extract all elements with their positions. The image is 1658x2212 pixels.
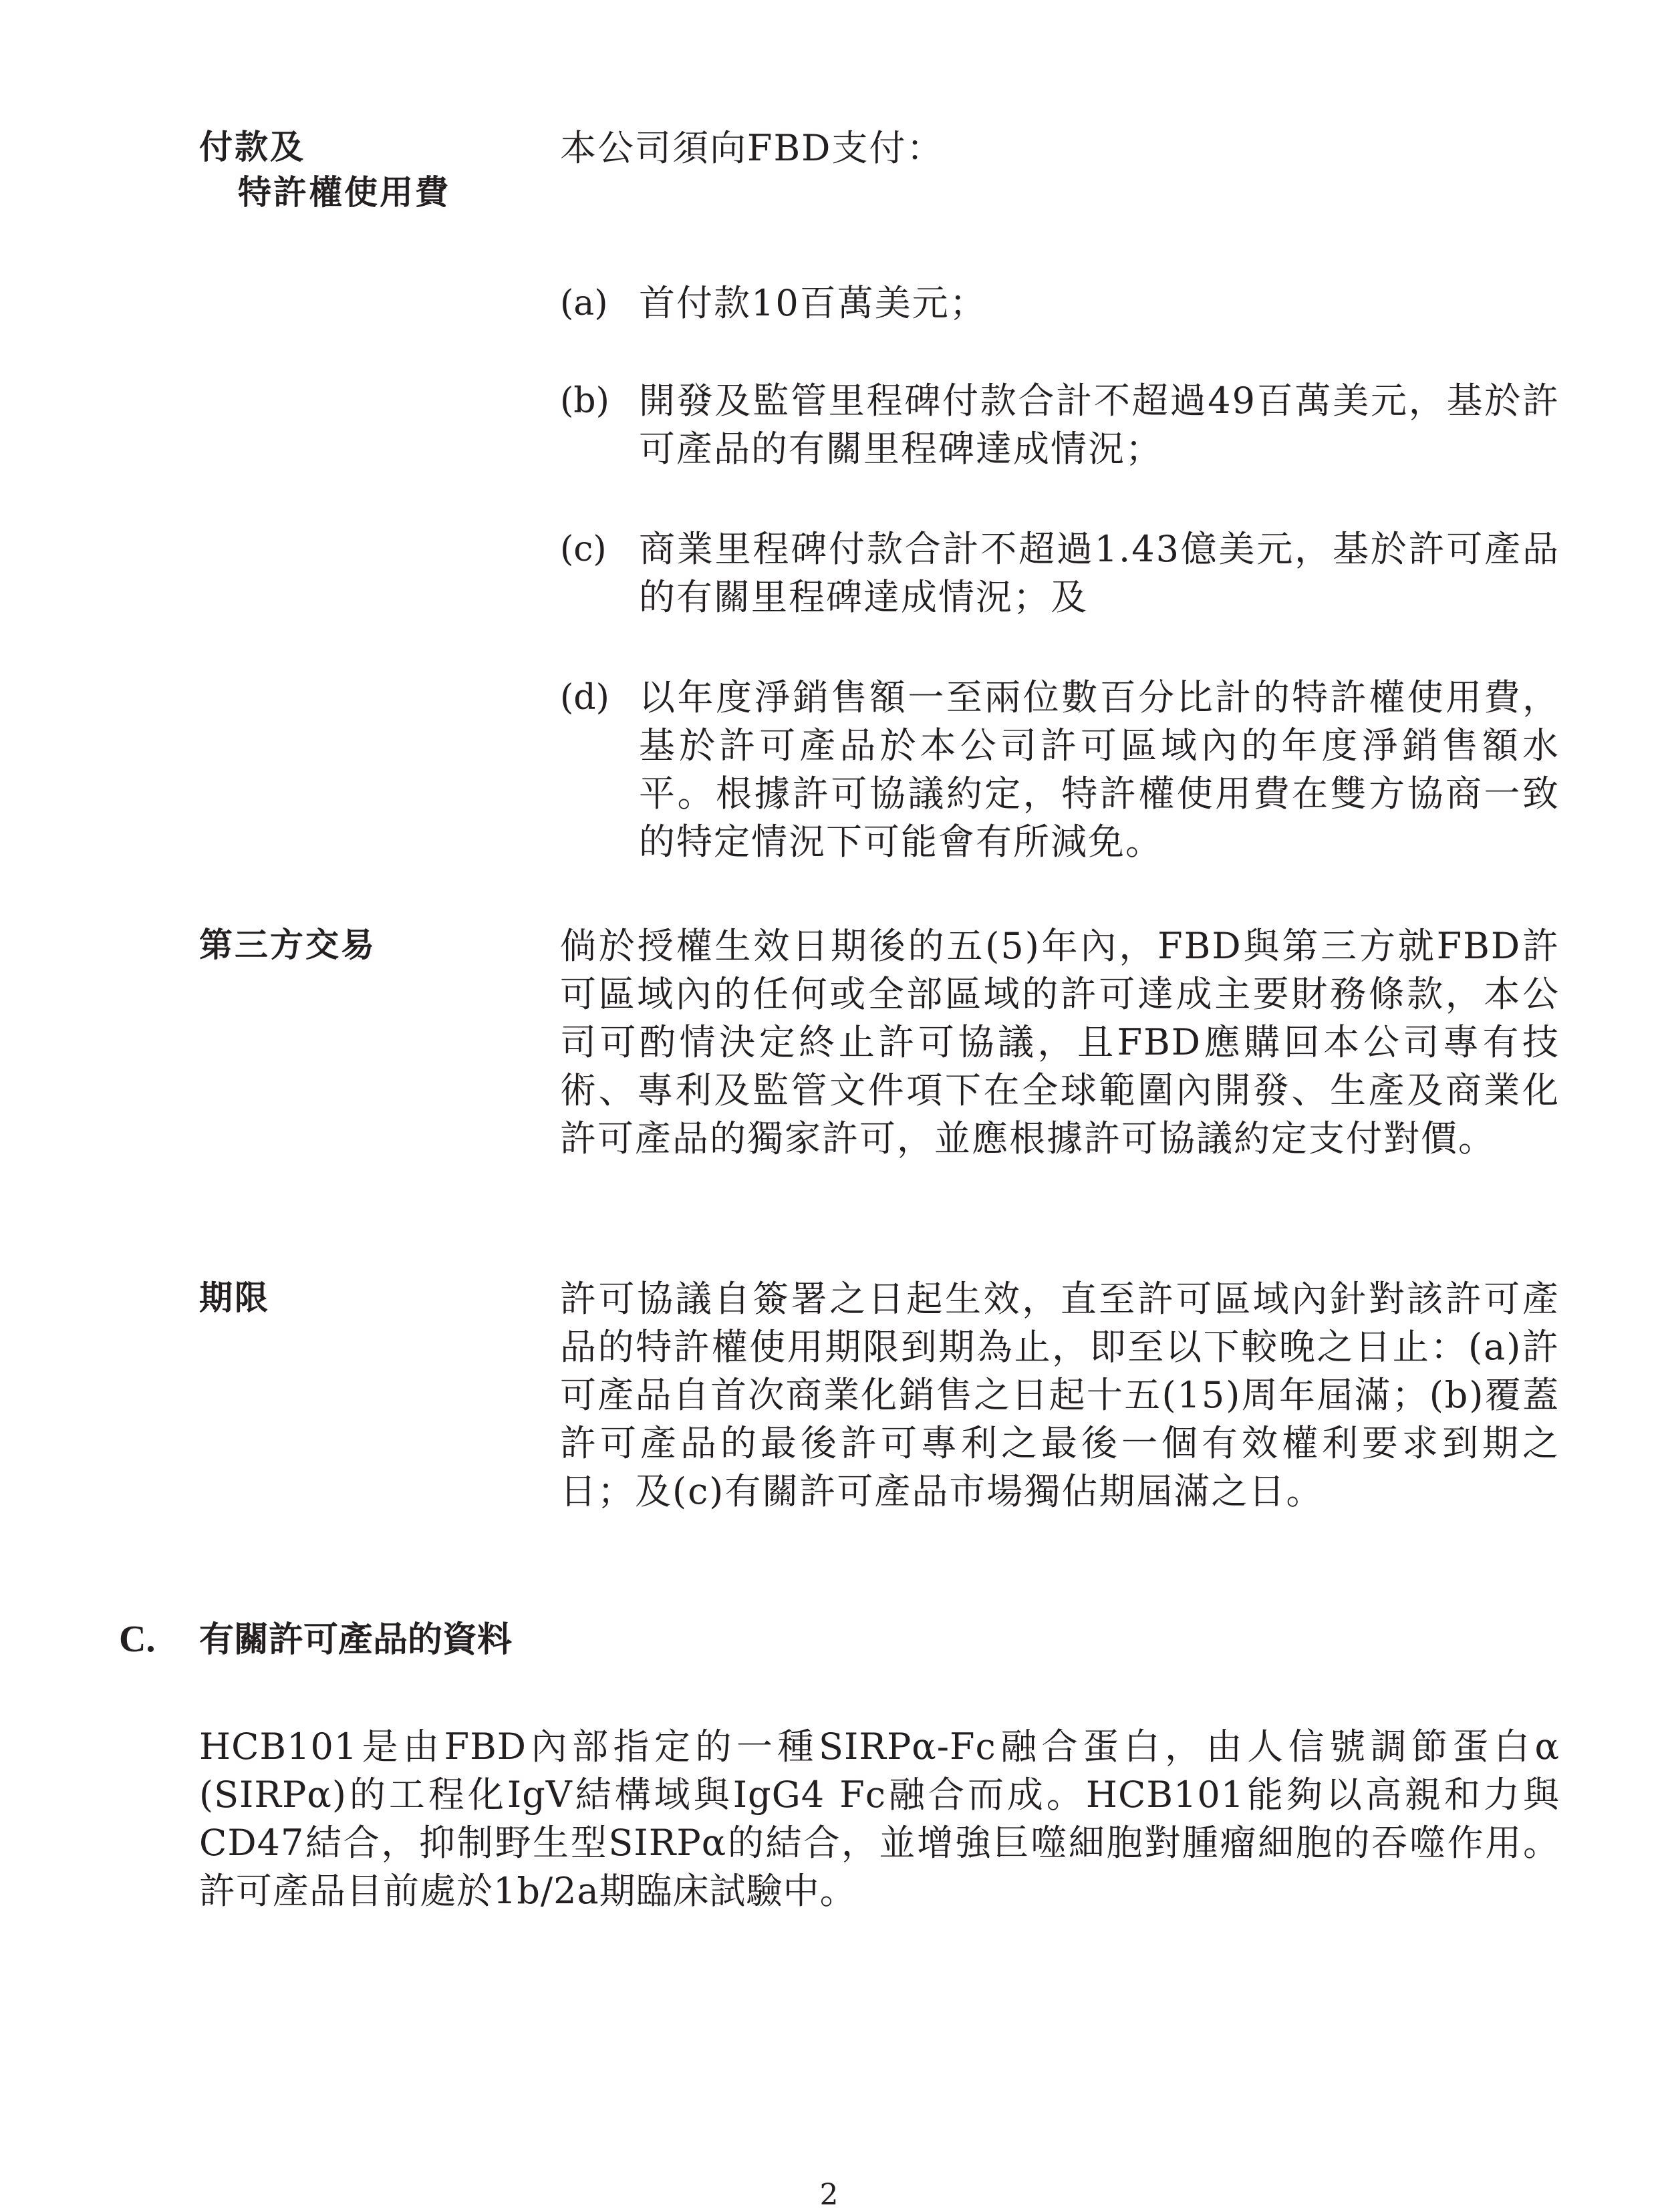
item-text: 開發及監管里程碑付款合計不超過49百萬美元，基於許可產品的有關里程碑達成情況；	[639, 380, 1560, 470]
section-c-paragraph: HCB101是由FBD內部指定的一種SIRPα-Fc融合蛋白，由人信號調節蛋白α (SIRPα)的工程化IgV結構域與IgG4 Fc融合而成。HCB101能夠以高親和力與CD47結合，抑制野生型SIRPα的結合，並增強巨噬細胞對腫瘤細胞的吞噬作用。許可產品目前處於1b/2a期臨床試驗中。	[199, 1725, 1560, 1912]
item-text: 商業里程碑付款合計不超過1.43億美元，基於許可產品的有關里程碑達成情況；及	[639, 528, 1560, 618]
label-line-2: 特許權使用費	[238, 173, 450, 212]
section-c-heading	[119, 1616, 1522, 1663]
third-party-label: 第三方交易	[199, 926, 376, 964]
page-number: 2	[819, 2178, 839, 2212]
payment-item-c	[560, 525, 1560, 621]
item-marker: (b)	[560, 381, 609, 421]
payment-item-b	[560, 377, 1560, 473]
term-label: 期限	[199, 1278, 270, 1317]
section-letter: C.	[119, 1619, 156, 1660]
item-marker: (c)	[560, 529, 607, 569]
payment-royalty-label	[199, 124, 547, 215]
section-title: 有關許可產品的資料	[199, 1620, 513, 1660]
third-party-text: 倘於授權生效日期後的五(5)年內，FBD與第三方就FBD許可區域內的任何或全部區域的許可達成主要財務條款，本公司可酌情決定終止許可協議，且FBD應購回本公司專有技術、專利及監管文件項下在全球範圍內開發、生產及商業化許可產品的獨家許可，並應根據許可協議約定支付對價。	[560, 925, 1560, 1159]
item-marker: (a)	[560, 283, 608, 323]
item-text: 以年度淨銷售額一至兩位數百分比計的特許權使用費，基於許可產品於本公司許可區域內的年度淨銷售額水平。根據許可協議約定，特許權使用費在雙方協商一致的特定情況下可能會有所減免。	[639, 676, 1560, 863]
payment-intro: 本公司須向FBD支付：	[560, 127, 944, 169]
term-text: 許可協議自簽署之日起生效，直至許可區域內針對該許可產品的特許權使用期限到期為止，即至以下較晚之日止：(a)許可產品自首次商業化銷售之日起十五(15)周年屆滿；(b)覆蓋許可產品的最後許可專利之最後一個有效權利要求到期之日；及(c)有關許可產品市場獨佔期屆滿之日。	[560, 1278, 1560, 1512]
item-marker: (d)	[560, 678, 609, 718]
item-text: 首付款10百萬美元；	[639, 282, 987, 324]
label-line-1: 付款及	[199, 128, 305, 166]
payment-item-a	[560, 279, 1560, 327]
payment-item-d	[560, 674, 1560, 866]
